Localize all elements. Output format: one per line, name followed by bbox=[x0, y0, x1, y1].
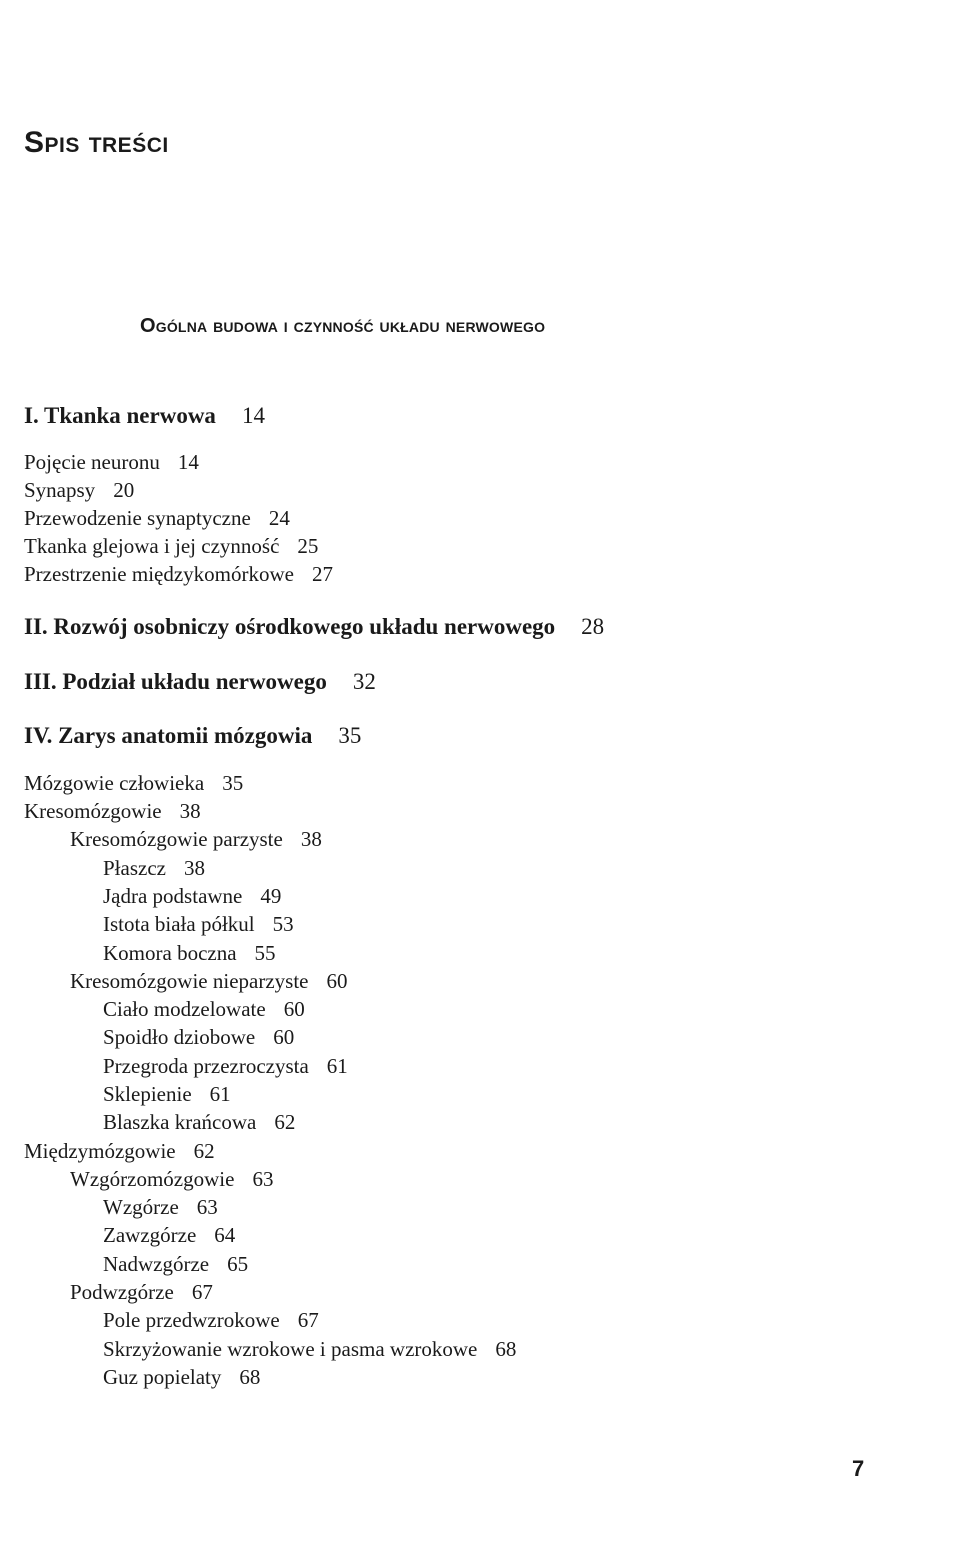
toc-entry bbox=[103, 1053, 348, 1079]
toc-entry-title: Guz popielaty bbox=[103, 1365, 222, 1389]
toc-entry-title: Synapsy bbox=[24, 478, 96, 502]
toc-entry-page: 67 bbox=[297, 1308, 319, 1332]
toc-entry bbox=[103, 1081, 231, 1107]
toc-entry-page: 62 bbox=[274, 1110, 296, 1134]
toc-entry-chapter bbox=[24, 723, 361, 749]
toc-entry-title: Jądra podstawne bbox=[103, 884, 243, 908]
toc-entry-page: 38 bbox=[300, 827, 322, 851]
toc-entry-page: 49 bbox=[260, 884, 282, 908]
toc-entry-page: 62 bbox=[193, 1139, 215, 1163]
toc-entry bbox=[24, 449, 199, 475]
toc-entry-page: 14 bbox=[241, 403, 265, 428]
toc-entry-title: Zawzgórze bbox=[103, 1223, 197, 1247]
toc-entry-page: 67 bbox=[191, 1280, 213, 1304]
toc-entry bbox=[70, 968, 348, 994]
toc-entry-page: 61 bbox=[209, 1082, 231, 1106]
toc-entry bbox=[24, 561, 333, 587]
toc-entry bbox=[70, 1166, 273, 1192]
toc-entry-title: Międzymózgowie bbox=[24, 1139, 176, 1163]
toc-entry bbox=[103, 1222, 235, 1248]
toc-entry bbox=[103, 911, 294, 937]
toc-entry-chapter bbox=[24, 403, 265, 429]
toc-entry-title: IV. Zarys anatomii mózgowia bbox=[24, 723, 313, 748]
toc-entry bbox=[24, 477, 134, 503]
toc-entry-page: 60 bbox=[326, 969, 348, 993]
toc-entry bbox=[103, 1109, 295, 1135]
toc-entry-page: 28 bbox=[581, 614, 605, 639]
toc-entry-page: 24 bbox=[268, 506, 290, 530]
toc-entry-page: 64 bbox=[214, 1223, 236, 1247]
toc-entry-title: Sklepienie bbox=[103, 1082, 192, 1106]
toc-entry bbox=[70, 826, 322, 852]
part-title: Ogólna budowa i czynność układu nerwowego bbox=[140, 315, 546, 337]
toc-entry-title: Płaszcz bbox=[103, 856, 166, 880]
toc-entry-title: Kresomózgowie parzyste bbox=[70, 827, 283, 851]
toc-entry-title: Przegroda przezroczysta bbox=[103, 1054, 309, 1078]
toc-entry-page: 53 bbox=[272, 912, 294, 936]
toc-entry-title: I. Tkanka nerwowa bbox=[24, 403, 216, 428]
toc-entry-page: 38 bbox=[183, 856, 205, 880]
toc-entry-page: 35 bbox=[338, 723, 362, 748]
toc-entry-title: Wzgórze bbox=[103, 1195, 179, 1219]
toc-entry-page: 68 bbox=[239, 1365, 261, 1389]
toc-entry-page: 20 bbox=[113, 478, 135, 502]
toc-entry-page: 63 bbox=[252, 1167, 274, 1191]
toc-entry-page: 63 bbox=[196, 1195, 218, 1219]
toc-entry bbox=[103, 996, 305, 1022]
toc-entry-page: 68 bbox=[495, 1337, 517, 1361]
page-title: Spis treści bbox=[24, 126, 169, 159]
toc-entry bbox=[24, 798, 201, 824]
toc-entry bbox=[103, 1364, 260, 1390]
toc-entry-page: 60 bbox=[283, 997, 305, 1021]
toc-entry-chapter bbox=[24, 614, 604, 640]
toc-entry bbox=[103, 883, 281, 909]
toc-entry-title: Ciało modzelowate bbox=[103, 997, 266, 1021]
toc-entry-title: Tkanka glejowa i jej czynność bbox=[24, 534, 280, 558]
toc-entry-title: II. Rozwój osobniczy ośrodkowego układu nerwowego bbox=[24, 614, 556, 639]
toc-entry-page: 65 bbox=[227, 1252, 249, 1276]
page-number: 7 bbox=[852, 1456, 865, 1481]
toc-entry bbox=[70, 1279, 213, 1305]
toc-entry-page: 14 bbox=[177, 450, 199, 474]
toc-entry bbox=[24, 505, 290, 531]
toc-entry-title: Mózgowie człowieka bbox=[24, 771, 205, 795]
toc-entry-page: 27 bbox=[312, 562, 333, 586]
toc-entry-title: Wzgórzomózgowie bbox=[70, 1167, 235, 1191]
toc-entry-title: Kresomózgowie bbox=[24, 799, 162, 823]
toc-entry-chapter bbox=[24, 669, 376, 695]
toc-entry-title: Kresomózgowie nieparzyste bbox=[70, 969, 309, 993]
toc-entry-title: Pojęcie neuronu bbox=[24, 450, 160, 474]
toc-entry-title: Przestrzenie międzykomórkowe bbox=[24, 562, 294, 586]
toc-entry bbox=[103, 1024, 294, 1050]
toc-entry-title: Skrzyżowanie wzrokowe i pasma wzrokowe bbox=[103, 1337, 478, 1361]
toc-entry-title: Podwzgórze bbox=[70, 1280, 174, 1304]
toc-entry-page: 35 bbox=[222, 771, 244, 795]
toc-entry-page: 32 bbox=[352, 669, 376, 694]
toc-entry-title: Przewodzenie synaptyczne bbox=[24, 506, 251, 530]
toc-entry bbox=[103, 940, 276, 966]
toc-entry-title: Blaszka krańcowa bbox=[103, 1110, 257, 1134]
toc-entry bbox=[24, 533, 318, 559]
toc-entry bbox=[103, 1336, 516, 1362]
toc-entry-page: 60 bbox=[273, 1025, 295, 1049]
toc-entry-title: Nadwzgórze bbox=[103, 1252, 210, 1276]
toc-entry bbox=[103, 1194, 218, 1220]
toc-entry-title: Komora boczna bbox=[103, 941, 237, 965]
toc-entry-page: 25 bbox=[297, 534, 319, 558]
toc-entry-title: Istota biała półkul bbox=[103, 912, 255, 936]
toc-entry-page: 61 bbox=[326, 1054, 348, 1078]
toc-entry bbox=[24, 770, 243, 796]
toc-entry bbox=[24, 1138, 215, 1164]
toc-entry-page: 55 bbox=[254, 941, 276, 965]
toc-entry-title: III. Podział układu nerwowego bbox=[24, 669, 327, 694]
toc-entry bbox=[103, 855, 205, 881]
toc-entry bbox=[103, 1307, 319, 1333]
toc-entry-title: Spoidło dziobowe bbox=[103, 1025, 256, 1049]
toc-entry-page: 38 bbox=[179, 799, 201, 823]
toc-entry-title: Pole przedwzrokowe bbox=[103, 1308, 280, 1332]
toc-entry bbox=[103, 1251, 248, 1277]
